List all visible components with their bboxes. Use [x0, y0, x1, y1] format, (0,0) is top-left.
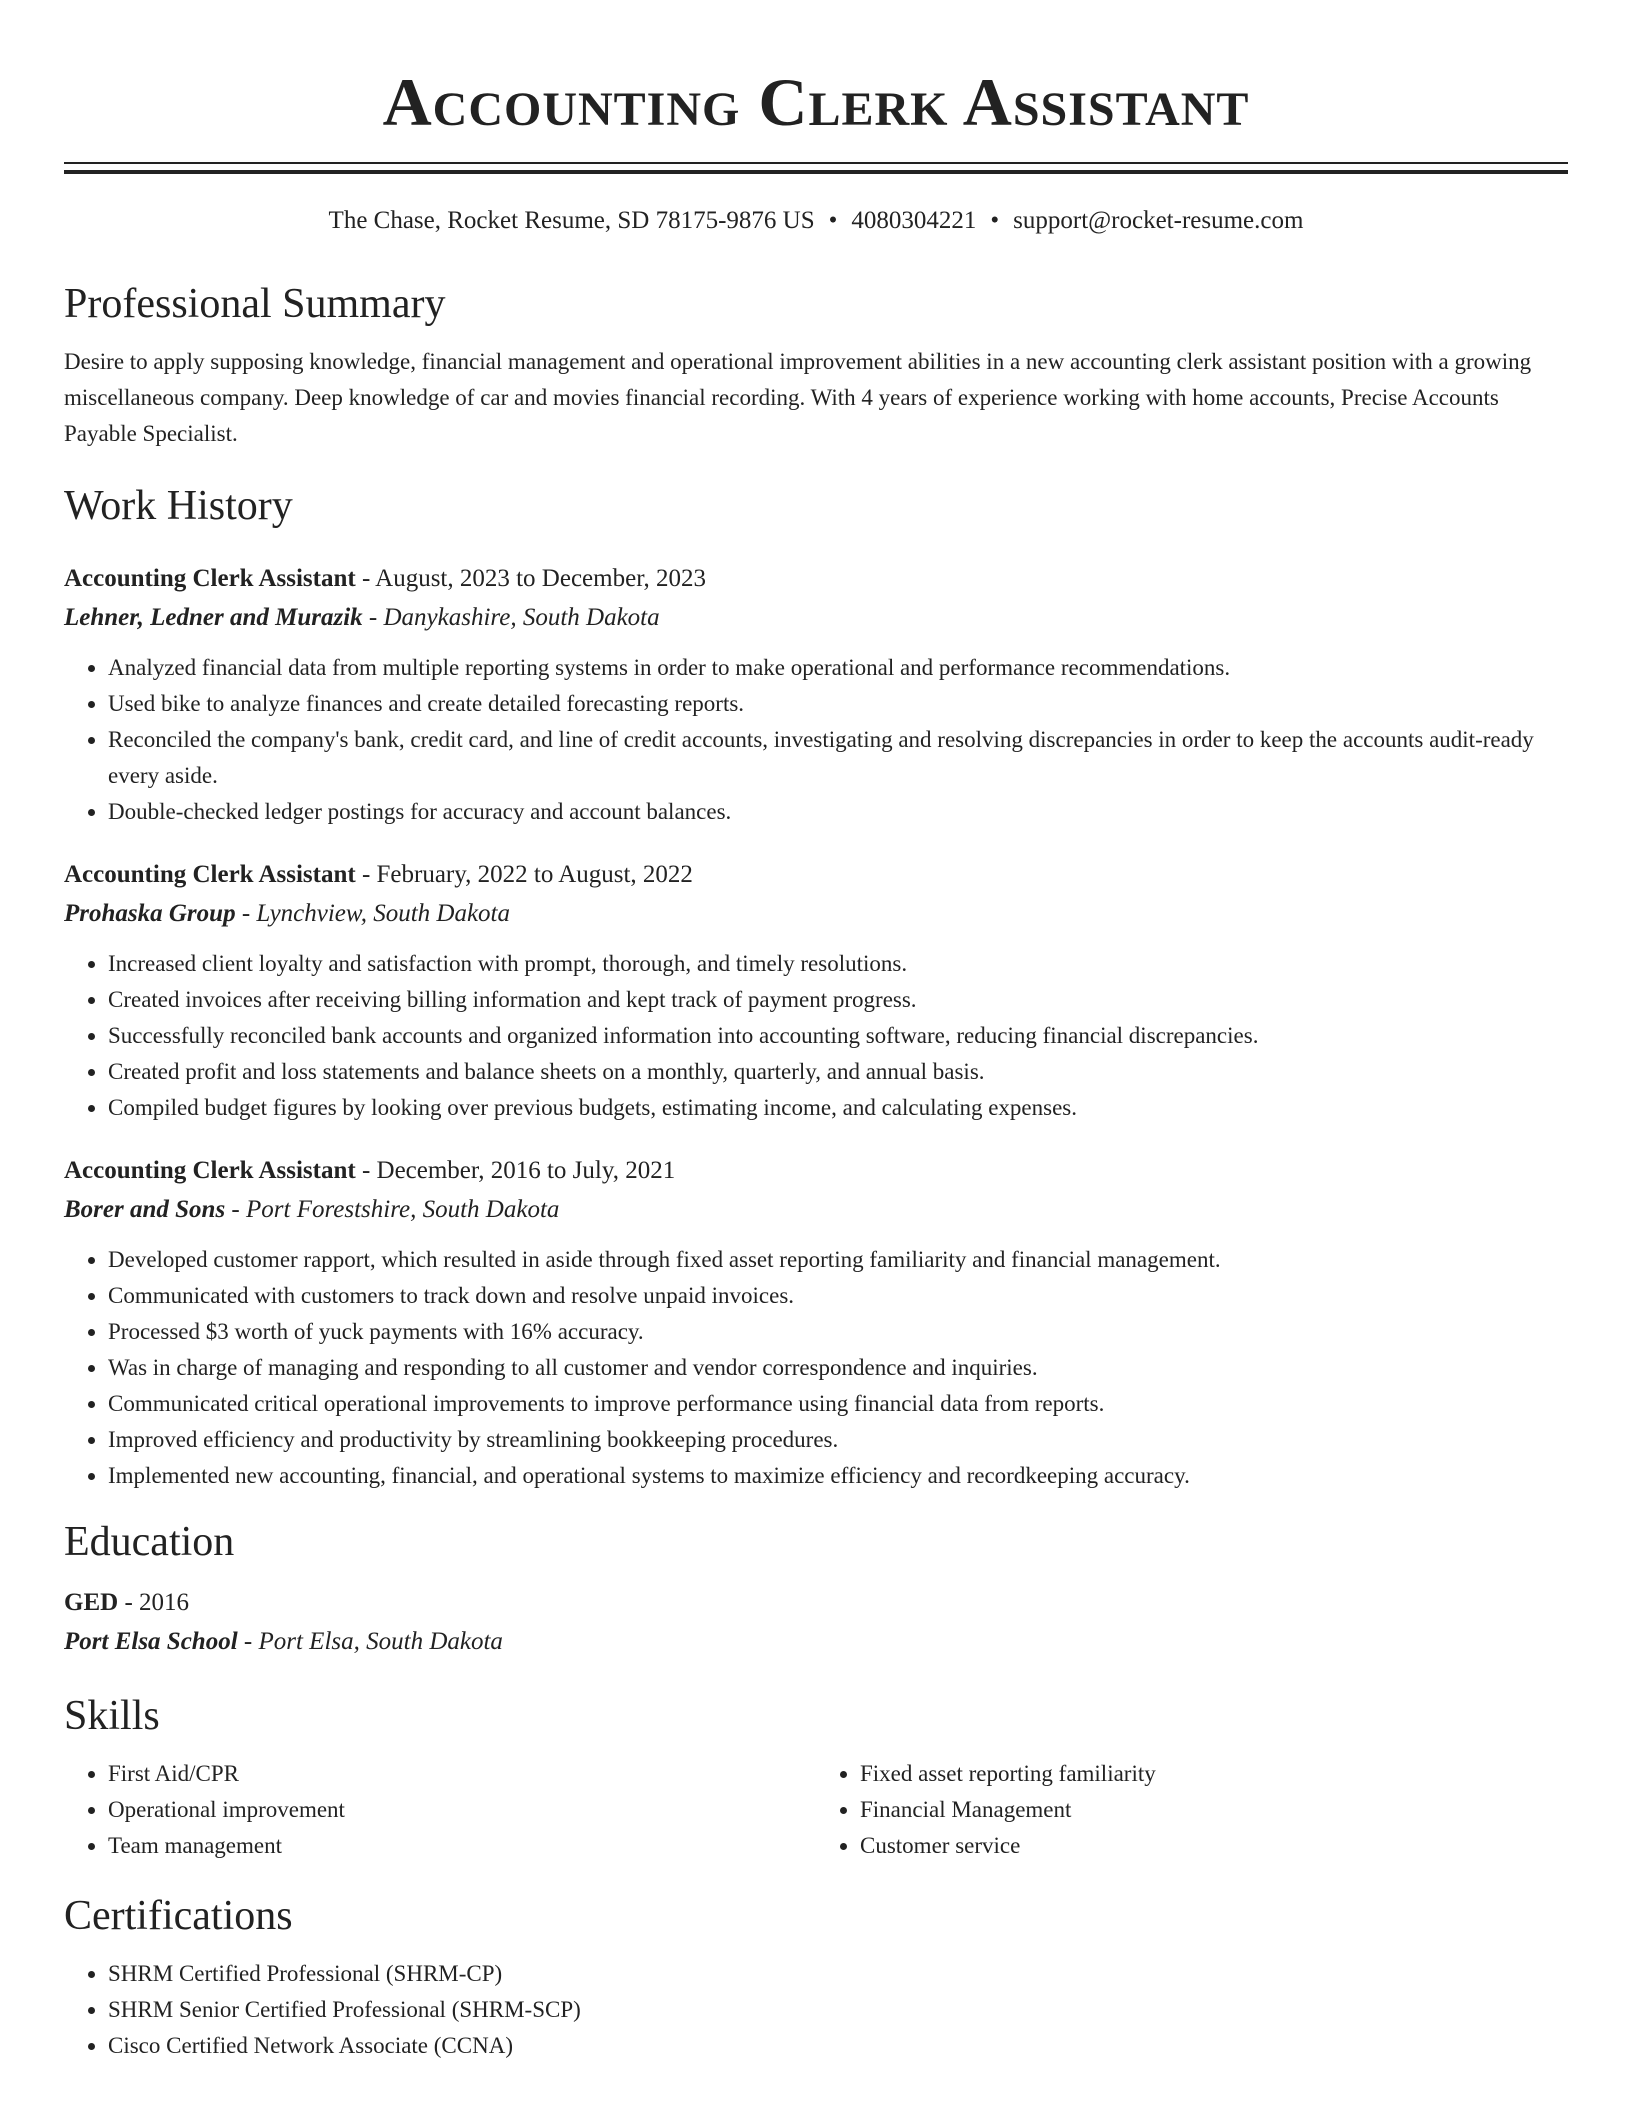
contact-address: The Chase, Rocket Resume, SD 78175-9876 US [328, 207, 815, 234]
skills-column-right [816, 1756, 1568, 1864]
resume-page [64, 0, 1568, 2064]
job-bullet: • Increased client loyalty and satisfaction with prompt, thorough, and timely resolutions. [108, 946, 1568, 982]
contact-line [64, 204, 1568, 238]
job-bullet: • Developed customer rapport, which resulted in aside through fixed asset reporting familiarity and financial management. [108, 1242, 1568, 1278]
resume-name: Accounting Clerk Assistant [382, 64, 1250, 140]
company-line [64, 598, 1568, 638]
job-bullet: • Created invoices after receiving billing information and kept track of payment progress. [108, 982, 1568, 1018]
education-heading: Education [64, 1519, 235, 1565]
education-entry [64, 1584, 1568, 1662]
certification-item: • Cisco Certified Network Associate (CCNA) [108, 2028, 1568, 2064]
skill-item: • Fixed asset reporting familiarity [860, 1756, 1568, 1792]
certification-item: • SHRM Senior Certified Professional (SHRM-SCP) [108, 1992, 1568, 2028]
company-name: Borer and Sons [64, 1196, 226, 1223]
summary-text: Desire to apply supposing knowledge, financial management and operational improvement abilities in a new accounting clerk assistant position with a growing miscellaneous company. Deep knowledge of car and movies financial recording. With 4 years of experience working with home accounts, Precise Accounts Payable Specialist. [64, 349, 1532, 446]
job-title: Accounting Clerk Assistant [64, 1157, 356, 1184]
skill-item: • Operational improvement [108, 1792, 816, 1828]
degree-line [64, 1584, 1568, 1622]
certification-item: • SHRM Certified Professional (SHRM-CP) [108, 1956, 1568, 1992]
job-bullet: • Used bike to analyze finances and create detailed forecasting reports. [108, 686, 1568, 722]
job-bullet: • Compiled budget figures by looking over previous budgets, estimating income, and calculating expenses. [108, 1090, 1568, 1126]
job-bullet: • Analyzed financial data from multiple reporting systems in order to make operational and performance recommendations. [108, 650, 1568, 686]
contact-email: support@rocket-resume.com [1013, 207, 1304, 234]
work-history-heading: Work History [64, 483, 293, 529]
job-bullet: • Created profit and loss statements and balance sheets on a monthly, quarterly, and annual basis. [108, 1054, 1568, 1090]
job-dates: - February, 2022 to August, 2022 [355, 861, 693, 888]
job-title-line [64, 1152, 1568, 1190]
company-name: Lehner, Ledner and Murazik [64, 604, 363, 631]
school-line [64, 1622, 1568, 1662]
job-bullets [64, 1242, 1568, 1494]
job-dates: - August, 2023 to December, 2023 [355, 565, 707, 592]
skill-item: • Team management [108, 1828, 816, 1864]
job-bullet: • Implemented new accounting, financial, and operational systems to maximize efficiency and recordkeeping accuracy. [108, 1458, 1568, 1494]
header-divider-thin [64, 162, 1568, 164]
job-bullets [64, 946, 1568, 1126]
degree: GED [64, 1589, 119, 1616]
company-location: - Lynchview, South Dakota [235, 900, 511, 927]
header-divider-thick [64, 170, 1568, 174]
job-entry [64, 560, 1568, 830]
skills-column-left [64, 1756, 816, 1864]
company-name: Prohaska Group [64, 900, 236, 927]
job-entry [64, 1152, 1568, 1494]
company-line [64, 894, 1568, 934]
company-location: - Danykashire, South Dakota [362, 604, 660, 631]
job-title: Accounting Clerk Assistant [64, 565, 356, 592]
job-bullet: • Communicated critical operational improvements to improve performance using financial data from reports. [108, 1386, 1568, 1422]
skill-item: • Financial Management [860, 1792, 1568, 1828]
school-location: - Port Elsa, South Dakota [237, 1628, 503, 1655]
skill-item: • Customer service [860, 1828, 1568, 1864]
company-line [64, 1190, 1568, 1230]
contact-separator: • [828, 207, 838, 234]
skill-item: • First Aid/CPR [108, 1756, 816, 1792]
summary-heading: Professional Summary [64, 281, 446, 327]
job-bullet: • Improved efficiency and productivity by streamlining bookkeeping procedures. [108, 1422, 1568, 1458]
job-bullet: • Communicated with customers to track down and resolve unpaid invoices. [108, 1278, 1568, 1314]
job-bullet: • Reconciled the company's bank, credit card, and line of credit accounts, investigating and resolving discrepancies in order to keep the accounts audit-ready every aside. [108, 722, 1568, 794]
job-title: Accounting Clerk Assistant [64, 861, 356, 888]
job-title-line [64, 560, 1568, 598]
skills-grid [64, 1744, 1568, 1864]
degree-year: - 2016 [118, 1589, 190, 1616]
contact-separator: • [990, 207, 1000, 234]
job-bullet: • Processed $3 worth of yuck payments with 16% accuracy. [108, 1314, 1568, 1350]
job-bullet: • Was in charge of managing and responding to all customer and vendor correspondence and inquiries. [108, 1350, 1568, 1386]
school-name: Port Elsa School [64, 1628, 238, 1655]
job-bullet: • Double-checked ledger postings for accuracy and account balances. [108, 794, 1568, 830]
job-bullet: • Successfully reconciled bank accounts and organized information into accounting software, reducing financial discrepancies. [108, 1018, 1568, 1054]
certifications-heading: Certifications [64, 1893, 293, 1939]
contact-phone: 4080304221 [851, 207, 977, 234]
job-dates: - December, 2016 to July, 2021 [355, 1157, 676, 1184]
company-location: - Port Forestshire, South Dakota [225, 1196, 560, 1223]
job-entry [64, 856, 1568, 1126]
skills-heading: Skills [64, 1693, 160, 1739]
certifications-list [64, 1956, 1568, 2064]
job-title-line [64, 856, 1568, 894]
job-bullets [64, 650, 1568, 830]
